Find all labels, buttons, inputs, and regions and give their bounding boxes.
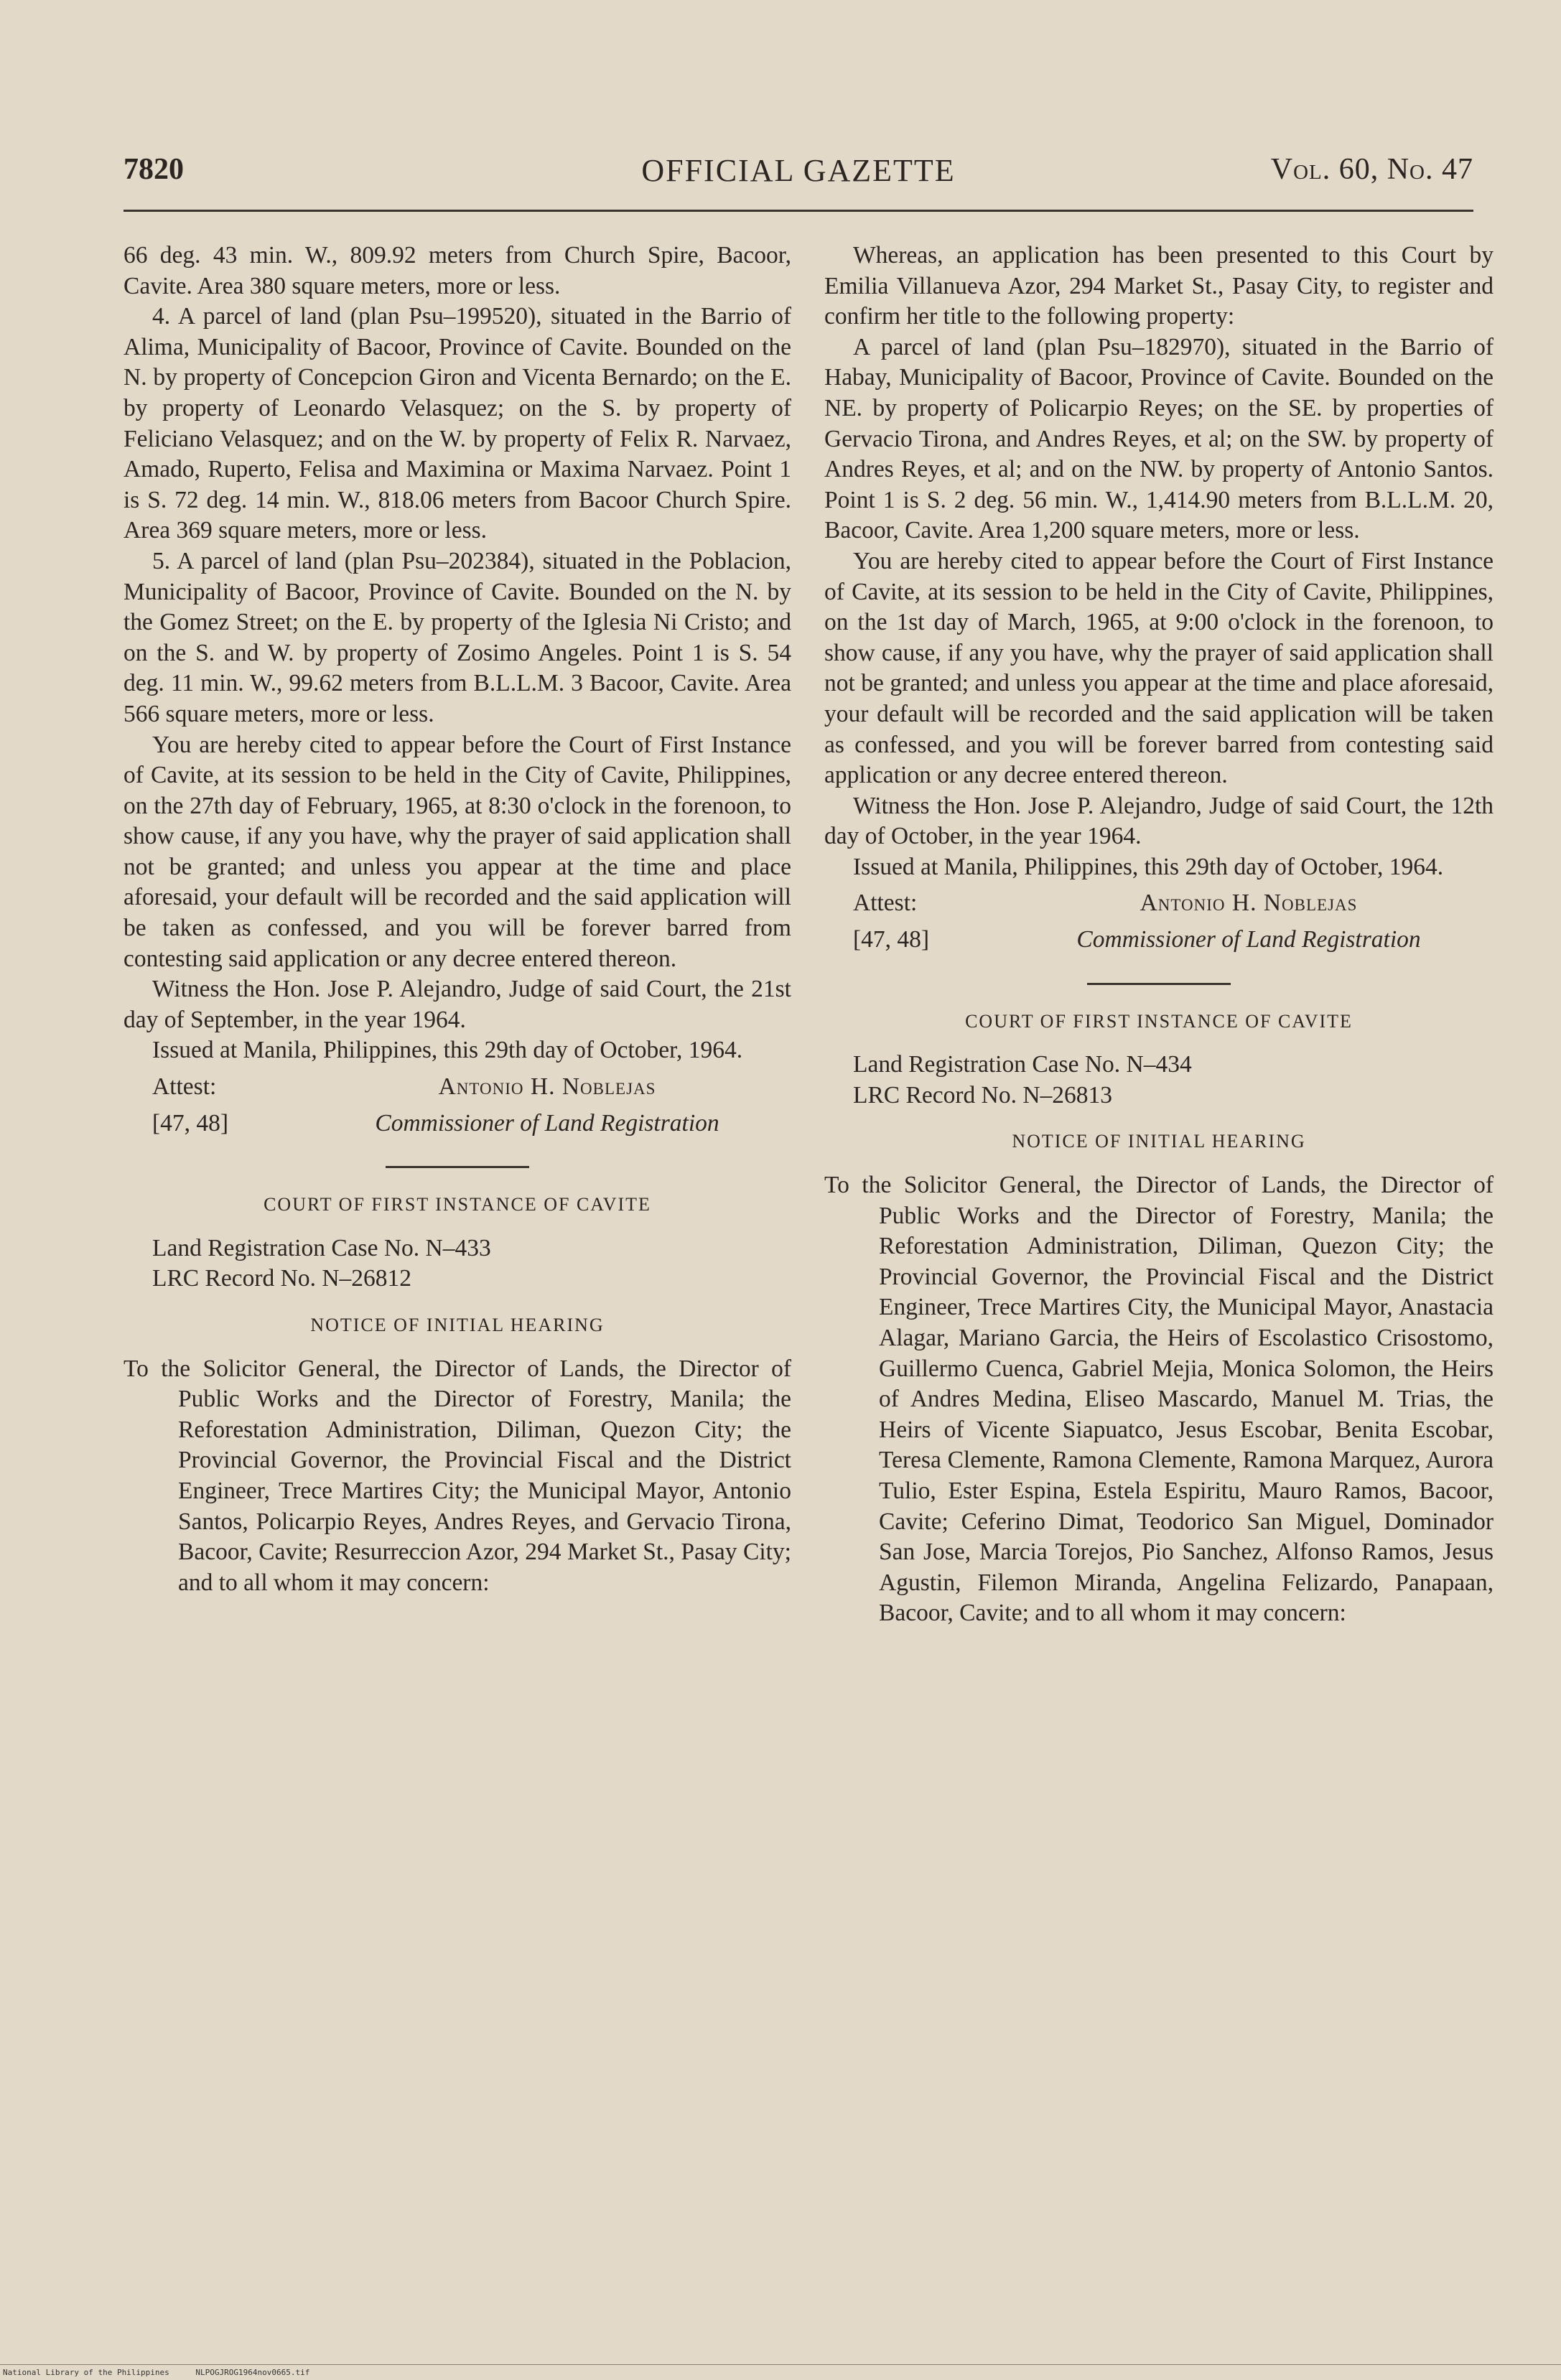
attest-label: Attest: [853, 890, 918, 917]
paragraph-parcel: A parcel of land (plan Psu–182970), situated in the Barrio of Habay, Municipality of Bacoor, Province of Cavite. Bounded on the NE. by property of Policarpio Reyes; on the SE. by properties of Gervacio Tirona, and Andres Reyes, et al; on the SW. by property of Andres Reyes, et al; and on the NW. by property of Antonio Santos. Point 1 is S. 2 deg. 56 min. W., 1,414.90 meters from B.L.L.M. 20, Bacoor, Cavite. Area 1,200 square meters, more or less. [824, 333, 1494, 544]
paragraph-parcel-4: 4. A parcel of land (plan Psu–199520), situated in the Barrio of Alima, Municipality of Bacoor, Province of Cavite. Bounded on the N. by property of Concepcion Giron and Vicenta Bernardo; on the E. by property of Leonardo Velasquez; on the S. by property of Feliciano Velasquez; and on the W. by property of Felix R. Narvaez, Amado, Ruperto, Felisa and Maximina or Maxima Narvaez. Point 1 is S. 72 deg. 14 min. W., 818.06 meters from Bacoor Church Spire. Area 369 square meters, more or less. [124, 303, 791, 544]
attest-reference: [47, 48] [853, 926, 930, 953]
notice-heading: NOTICE OF INITIAL HEARING [310, 1315, 605, 1335]
attest-reference: [47, 48] [152, 1109, 229, 1137]
paragraph-citation: You are hereby cited to appear before the Court of First Instance of Cavite, at its session to be held in the City of Cavite, Philippines, on the 1st day of March, 1965, at 9:00 o'clock in the forenoon, to show cause, if any you have, why the prayer of said application shall not be granted; and unless you appear at the time and place aforesaid, your default will be recorded and the said application will be taken as confessed, and you will be forever barred from contesting said application or any decree entered thereon. [824, 547, 1494, 789]
paragraph-parcel-5: 5. A parcel of land (plan Psu–202384), situated in the Poblacion, Municipality of Bacoor, Province of Cavite. Bounded on the N. by the Gomez Street; on the E. by property of the Iglesia Ni Cristo; and on the S. and W. by property of Zosimo Angeles. Point 1 is S. 54 deg. 11 min. W., 99.62 meters from B.L.L.M. 3 Bacoor, Cavite. Area 566 square meters, more or less. [124, 547, 791, 727]
section-divider [386, 1166, 529, 1168]
page-header [124, 152, 1473, 195]
addressee-paragraph: To the Solicitor General, the Director of Lands, the Director of Public Works and the Director of Forestry, Manila; the Reforestation Administration, Diliman, Quezon City; the Provincial Governor, the Provincial Fiscal and the District Engineer, Trece Martires City, the Municipal Mayor, Anastacia Alagar, Mariano Garcia, the Heirs of Escolastico Crisostomo, Guillermo Cuenca, Gabriel Mejia, Monica Solomon, the Heirs of Andres Medina, Eliseo Mascardo, Manuel M. Trias, the Heirs of Vicente Siapuatco, Jesus Escobar, Benita Escobar, Teresa Clemente, Ramona Clemente, Ramona Marquez, Aurora Tulio, Ester Espina, Estela Espiritu, Mauro Ramos, Bacoor, Cavite; Ceferino Dimat, Teodorico San Miguel, Dominador San Jose, Marcia Torejos, Pio Sanchez, Alfonso Ramos, Jesus Agustin, Filemon Miranda, Angelina Felizardo, Panapaan, Bacoor, Cavite; and to all whom it may concern: [824, 1172, 1494, 1627]
attest-name: Antonio H. Noblejas [1140, 890, 1358, 917]
paragraph-whereas: Whereas, an application has been presented to this Court by Emilia Villanueva Azor, 294 Market St., Pasay City, to register and confirm her title to the following property: [824, 242, 1494, 330]
left-column [124, 241, 791, 1598]
footer-rule [0, 2364, 1561, 2365]
paragraph-continuation: 66 deg. 43 min. W., 809.92 meters from Church Spire, Bacoor, Cavite. Area 380 square meters, more or less. [124, 242, 791, 299]
page-number: 7820 [124, 153, 184, 186]
volume-number: Vol. 60, No. 47 [1270, 153, 1473, 186]
court-heading: COURT OF FIRST INSTANCE OF CAVITE [965, 1010, 1353, 1032]
publication-title: OFFICIAL GAZETTE [641, 153, 956, 188]
header-rule [124, 210, 1473, 212]
paragraph-witness: Witness the Hon. Jose P. Alejandro, Judge of said Court, the 12th day of October, in the year 1964. [824, 792, 1494, 850]
case-number: Land Registration Case No. N–434 [853, 1051, 1192, 1078]
right-column [824, 241, 1494, 1629]
footer-filename: NLPOGJROG1964nov0665.tif [195, 2368, 310, 2377]
attest-title: Commissioner of Land Registration [1076, 926, 1421, 953]
court-heading: COURT OF FIRST INSTANCE OF CAVITE [264, 1194, 651, 1215]
paragraph-witness: Witness the Hon. Jose P. Alejandro, Judge of said Court, the 21st day of September, in the year 1964. [124, 976, 791, 1033]
attest-name: Antonio H. Noblejas [438, 1073, 656, 1101]
paragraph-issued: Issued at Manila, Philippines, this 29th day of October, 1964. [853, 853, 1444, 880]
scan-footer [3, 2368, 331, 2377]
lrc-record: LRC Record No. N–26812 [152, 1265, 412, 1292]
lrc-record: LRC Record No. N–26813 [853, 1081, 1113, 1109]
attest-block [124, 1072, 791, 1103]
paragraph-issued: Issued at Manila, Philippines, this 29th day of October, 1964. [152, 1037, 743, 1064]
attest-signature [124, 1109, 791, 1139]
attest-block [824, 888, 1494, 919]
case-number: Land Registration Case No. N–433 [152, 1234, 491, 1261]
paragraph-citation: You are hereby cited to appear before the Court of First Instance of Cavite, at its session to be held in the City of Cavite, Philippines, on the 27th day of February, 1965, at 8:30 o'clock in the forenoon, to show cause, if any you have, why the prayer of said application shall not be granted; and unless you appear at the time and place aforesaid, your default will be recorded and the said application will be taken as confessed, and you will be forever barred from contesting said application or any decree entered thereon. [124, 731, 791, 972]
footer-library: National Library of the Philippines [3, 2368, 169, 2377]
attest-label: Attest: [152, 1073, 217, 1101]
notice-heading: NOTICE OF INITIAL HEARING [1012, 1131, 1306, 1152]
addressee-paragraph: To the Solicitor General, the Director of Lands, the Director of Public Works and the Director of Forestry, Manila; the Reforestation Administration, Diliman, Quezon City; the Provincial Governor, the Provincial Fiscal and the District Engineer, Trece Martires City; the Municipal Mayor, Antonio Santos, Policarpio Reyes, Andres Reyes, and Gervacio Tirona, Bacoor, Cavite; Resurreccion Azor, 294 Market St., Pasay City; and to all whom it may concern: [124, 1355, 791, 1596]
section-divider [1087, 983, 1231, 985]
attest-signature [824, 925, 1494, 956]
attest-title: Commissioner of Land Registration [375, 1109, 719, 1137]
